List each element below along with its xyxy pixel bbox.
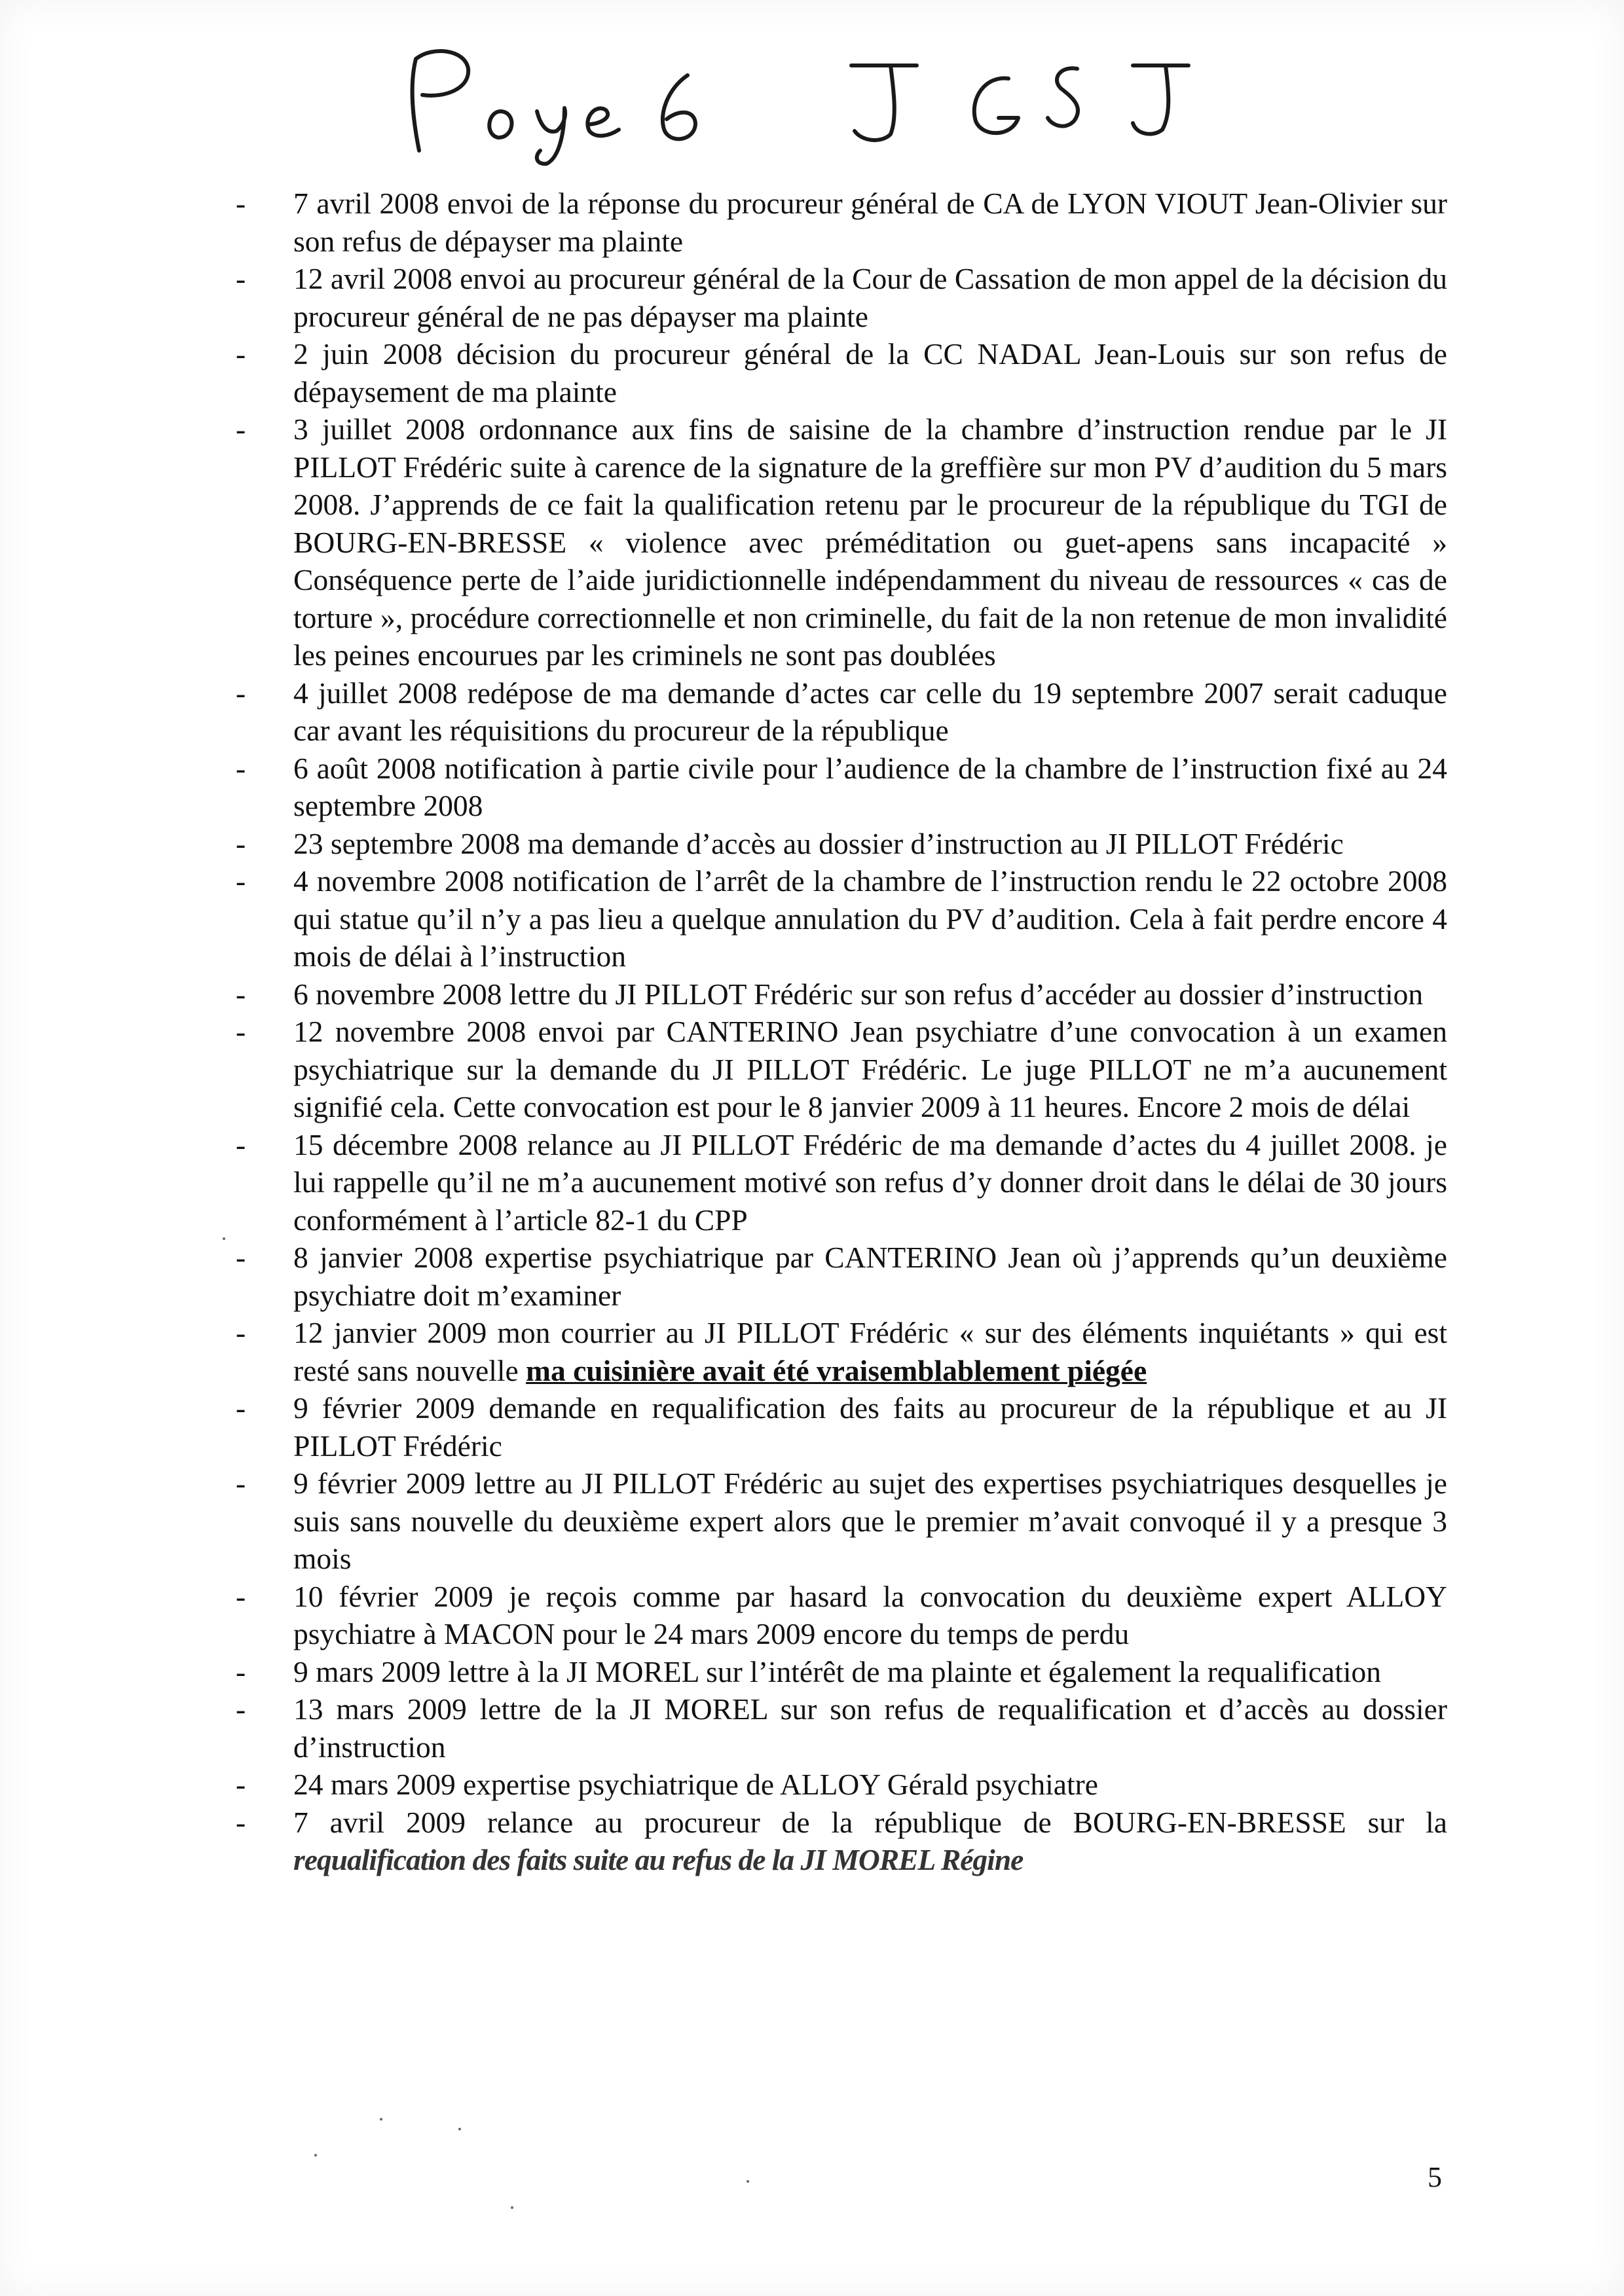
- list-dash: -: [236, 751, 246, 785]
- timeline-list: [236, 185, 1447, 1879]
- timeline-entry: [236, 1314, 1447, 1389]
- timeline-entry: [236, 1013, 1447, 1126]
- list-dash: -: [236, 1579, 246, 1613]
- entry-text: 13 mars 2009 lettre de la JI MOREL sur son refus de requalification et d’accès au dossier d’instruction: [293, 1692, 1447, 1764]
- scan-speck: [380, 2118, 382, 2121]
- list-dash: -: [236, 1241, 246, 1274]
- entry-text: 9 février 2009 demande en requalification des faits au procureur de la république et au JI PILLOT Frédéric: [293, 1391, 1447, 1463]
- list-dash: -: [236, 1692, 246, 1726]
- list-dash: -: [236, 1467, 246, 1500]
- timeline-entry: [236, 1766, 1447, 1804]
- entry-text: 4 juillet 2008 redépose de ma demande d’actes car celle du 19 septembre 2007 serait caduque car avant les réquisitions du procureur de la république: [293, 676, 1447, 747]
- scan-speck: [747, 2180, 749, 2183]
- timeline-entry: [236, 862, 1447, 975]
- entry-text: 7 avril 2008 envoi de la réponse du procureur général de CA de LYON VIOUT Jean-Olivier sur son refus de dépayser ma plainte: [293, 187, 1447, 258]
- scan-speck: [458, 2128, 461, 2130]
- entry-text: 6 août 2008 notification à partie civile pour l’audience de la chambre de l’instruction fixé au 24 septembre 2008: [293, 751, 1447, 822]
- entry-text: 10 février 2009 je reçois comme par hasard la convocation du deuxième expert ALLOY psychiatre à MACON pour le 24 mars 2009 encore du temps de perdu: [293, 1579, 1447, 1650]
- entry-text: 12 avril 2008 envoi au procureur général de la Cour de Cassation de mon appel de la décision du procureur général de ne pas dépayser ma plainte: [293, 262, 1447, 333]
- list-dash: -: [236, 1127, 246, 1161]
- entry-text: 2 juin 2008 décision du procureur général de la CC NADAL Jean-Louis sur son refus de dépaysement de ma plainte: [293, 337, 1447, 409]
- timeline-entry: [236, 1465, 1447, 1578]
- timeline-entry: [236, 825, 1447, 863]
- timeline-entry: [236, 674, 1447, 750]
- entry-text: 12 novembre 2008 envoi par CANTERINO Jean psychiatre d’une convocation à un examen psychiatrique sur la demande du JI PILLOT Frédéric. Le juge PILLOT ne m’a aucunement signifié cela. Cette convocation est pour le 8 janvier 2009 à 11 heures. Encore 2 mois de délai: [293, 1015, 1447, 1123]
- page-number: 5: [1428, 2161, 1442, 2193]
- list-dash: -: [236, 1805, 246, 1839]
- emphasized-text: ma cuisinière avait été vraisemblablement piégée: [526, 1353, 1147, 1387]
- timeline-entry: [236, 260, 1447, 335]
- list-dash: -: [236, 1391, 246, 1425]
- entry-text: 8 janvier 2008 expertise psychiatrique par CANTERINO Jean où j’apprends qu’un deuxième psychiatre doit m’examiner: [293, 1241, 1447, 1312]
- timeline-entry: [236, 1690, 1447, 1766]
- list-dash: -: [236, 1768, 246, 1801]
- timeline-entry: [236, 185, 1447, 260]
- entry-text: 9 février 2009 lettre au JI PILLOT Frédéric au sujet des expertises psychiatriques desquelles je suis sans nouvelle du deuxième expert alors que le premier m’avait convoqué il y a presque 3 mois: [293, 1467, 1447, 1575]
- timeline-entry: [236, 1126, 1447, 1239]
- list-dash: -: [236, 1015, 246, 1048]
- faint-text: requalification des faits suite au refus de la JI MOREL Régine: [293, 1843, 1024, 1876]
- scan-speck: [314, 2154, 317, 2157]
- list-dash: -: [236, 676, 246, 710]
- scan-speck: [511, 2206, 513, 2209]
- timeline-entry: [236, 1389, 1447, 1465]
- list-dash: -: [236, 826, 246, 860]
- entry-text: 7 avril 2009 relance au procureur de la république de BOURG-EN-BRESSE sur la: [293, 1805, 1447, 1839]
- list-dash: -: [236, 977, 246, 1011]
- entry-text: 4 novembre 2008 notification de l’arrêt de la chambre de l’instruction rendu le 22 octobre 2008 qui statue qu’il n’y a pas lieu a quelque annulation du PV d’audition. Cela à fait perdre encore 4 mois de délai à l’instruction: [293, 864, 1447, 973]
- list-dash: -: [236, 412, 246, 446]
- timeline-entry: [236, 750, 1447, 825]
- entry-text: 3 juillet 2008 ordonnance aux fins de saisine de la chambre d’instruction rendue par le JI PILLOT Frédéric suite à carence de la signature de la greffière sur mon PV d’audition du 5 mars 2008. J’apprends de ce fait la qualification retenu par le procureur de la république du TGI de BOURG-EN-BRESSE « violence avec préméditation ou guet-apens sans incapacité » Conséquence perte de l’aide juridictionnelle indépendamment du niveau de ressources « cas de torture », procédure correctionnelle et non criminelle, du fait de la non retenue de mon invalidité les peines encourues par les criminels ne sont pas doublées: [293, 412, 1447, 672]
- entry-text: 15 décembre 2008 relance au JI PILLOT Frédéric de ma demande d’actes du 4 juillet 2008. je lui rappelle qu’il ne m’a aucunement motivé son refus d’y donner droit dans le délai de 30 jours conformément à l’article 82-1 du CPP: [293, 1127, 1447, 1237]
- entry-text: 12 janvier 2009 mon courrier au JI PILLOT Frédéric « sur des éléments inquiétants » qui est resté sans nouvelle: [293, 1316, 1447, 1387]
- list-dash: -: [236, 262, 246, 295]
- list-dash: -: [236, 1316, 246, 1349]
- timeline-entry: [236, 975, 1447, 1013]
- timeline-entry: [236, 1239, 1447, 1314]
- timeline-entry: [236, 1804, 1447, 1879]
- entry-text: 24 mars 2009 expertise psychiatrique de ALLOY Gérald psychiatre: [293, 1768, 1098, 1801]
- list-dash: -: [236, 1654, 246, 1688]
- scan-speck: [223, 1237, 225, 1240]
- entry-text: 23 septembre 2008 ma demande d’accès au dossier d’instruction au JI PILLOT Frédéric: [293, 826, 1344, 860]
- timeline-entry: [236, 335, 1447, 410]
- entry-text: 6 novembre 2008 lettre du JI PILLOT Frédéric sur son refus d’accéder au dossier d’instruction: [293, 977, 1424, 1011]
- list-dash: -: [236, 187, 246, 220]
- timeline-entry: [236, 1653, 1447, 1691]
- timeline-entry: [236, 1578, 1447, 1653]
- entry-text: 9 mars 2009 lettre à la JI MOREL sur l’intérêt de ma plainte et également la requalification: [293, 1654, 1381, 1688]
- handwritten-note: [393, 39, 1310, 170]
- list-dash: -: [236, 337, 246, 371]
- timeline-entry: [236, 410, 1447, 674]
- list-dash: -: [236, 864, 246, 898]
